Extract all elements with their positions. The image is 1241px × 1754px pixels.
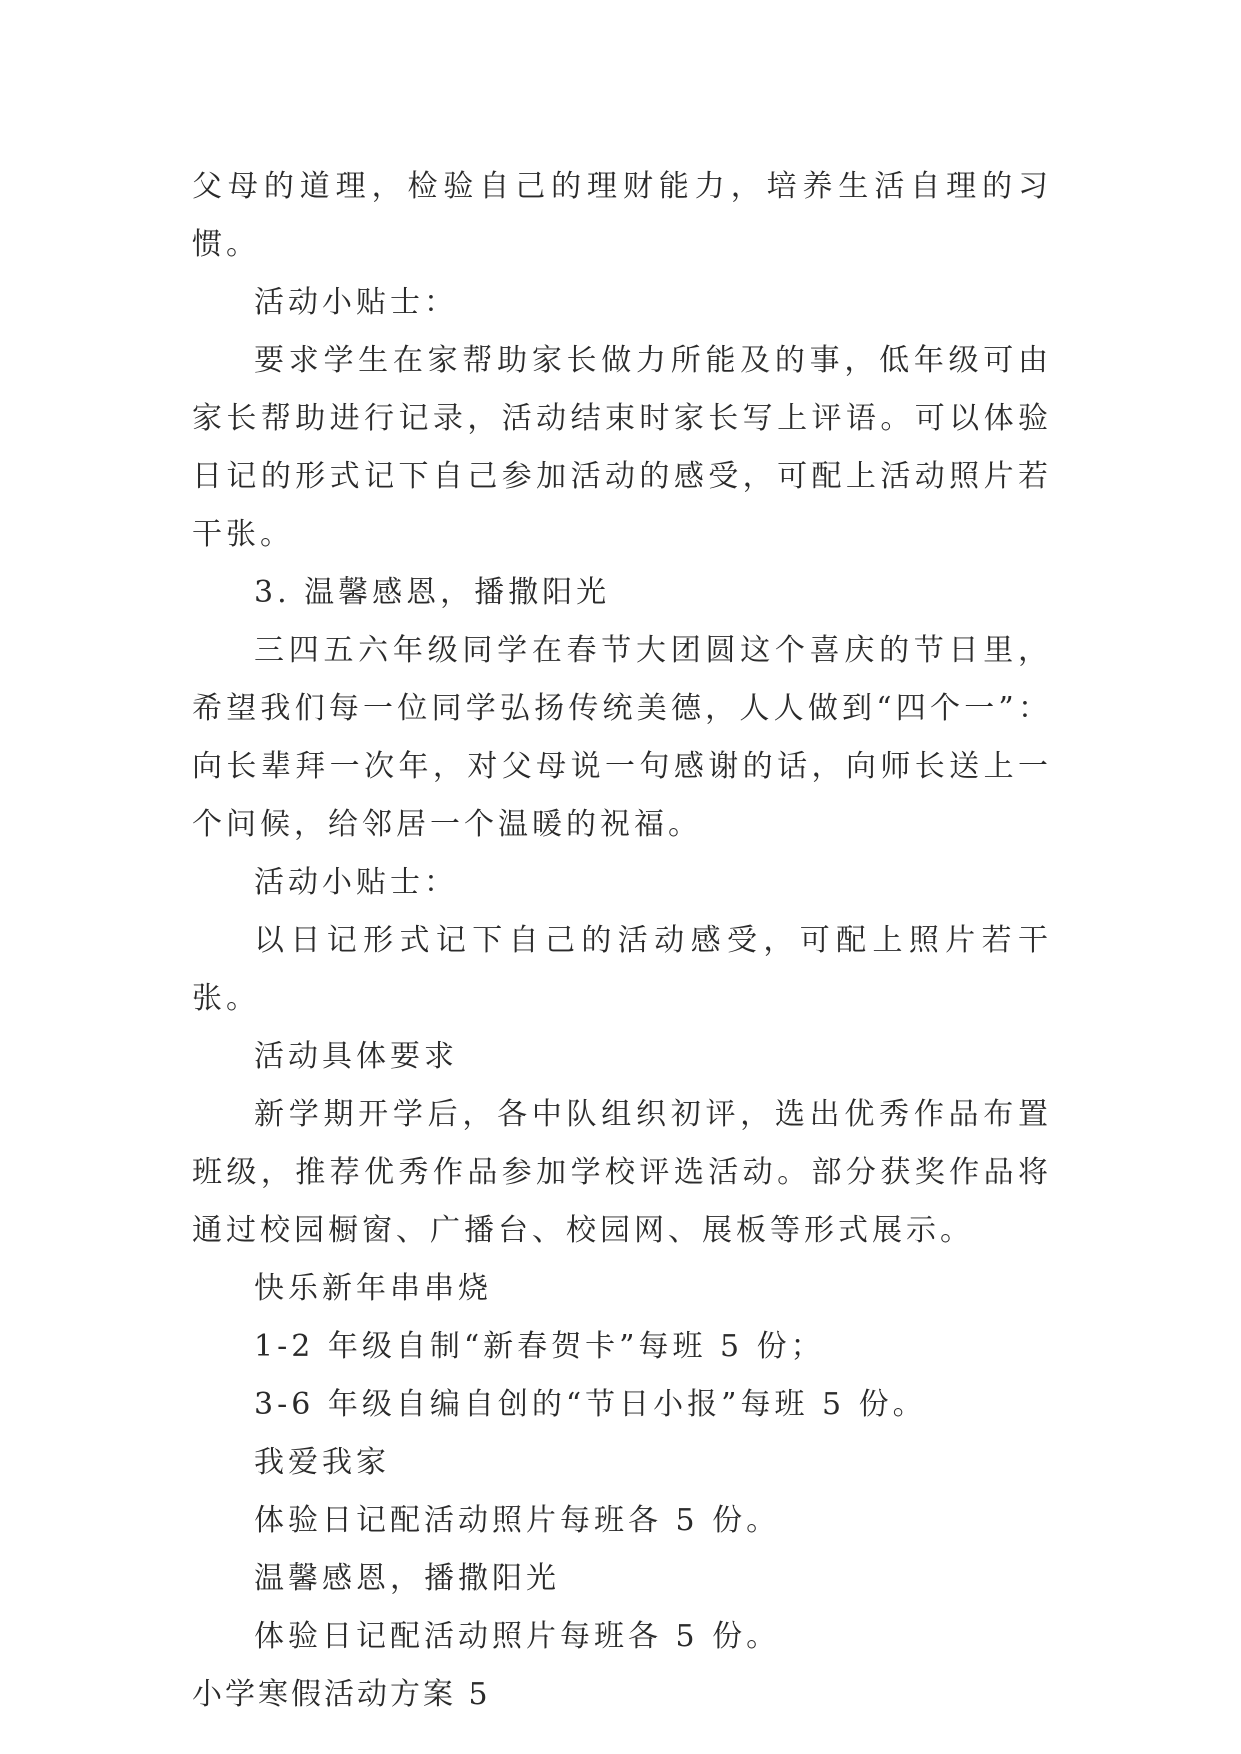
paragraph-9: 新学期开学后，各中队组织初评，选出优秀作品布置班级，推荐优秀作品参加学校评选活动。部分获奖作品将通过校园橱窗、广播台、校园网、展板等形式展示。 [192,1097,1052,1248]
paragraph-1: 父母的道理，检验自己的理财能力，培养生活自理的习惯。 [192,169,1052,262]
paragraph-12: 3-6 年级自编自创的“节日小报”每班 5 份。 [254,1387,927,1422]
paragraph-6: 活动小贴士： [254,865,458,900]
paragraph-2: 活动小贴士： [254,285,458,320]
section-heading: 小学寒假活动方案 5 [192,1677,491,1712]
paragraph-5: 三四五六年级同学在春节大团圆这个喜庆的节日里，希望我们每一位同学弘扬传统美德，人人做到“四个一”：向长辈拜一次年，对父母说一句感谢的话，向师长送上一个问候，给邻居一个温暖的祝福。 [192,633,1052,842]
paragraph-7: 以日记形式记下自己的活动感受，可配上照片若干张。 [192,923,1052,1016]
paragraph-8: 活动具体要求 [254,1039,458,1074]
paragraph-10: 快乐新年串串烧 [254,1271,492,1306]
paragraph-13: 我爱我家 [254,1445,390,1480]
paragraph-11: 1-2 年级自制“新春贺卡”每班 5 份； [254,1329,825,1364]
paragraph-4: 3. 温馨感恩，播撒阳光 [254,575,611,610]
document-body [192,158,1052,1724]
paragraph-3: 要求学生在家帮助家长做力所能及的事，低年级可由家长帮助进行记录，活动结束时家长写上评语。可以体验日记的形式记下自己参加活动的感受，可配上活动照片若干张。 [192,343,1052,552]
paragraph-16: 体验日记配活动照片每班各 5 份。 [254,1619,781,1654]
paragraph-15: 温馨感恩，播撒阳光 [254,1561,560,1596]
paragraph-14: 体验日记配活动照片每班各 5 份。 [254,1503,781,1538]
